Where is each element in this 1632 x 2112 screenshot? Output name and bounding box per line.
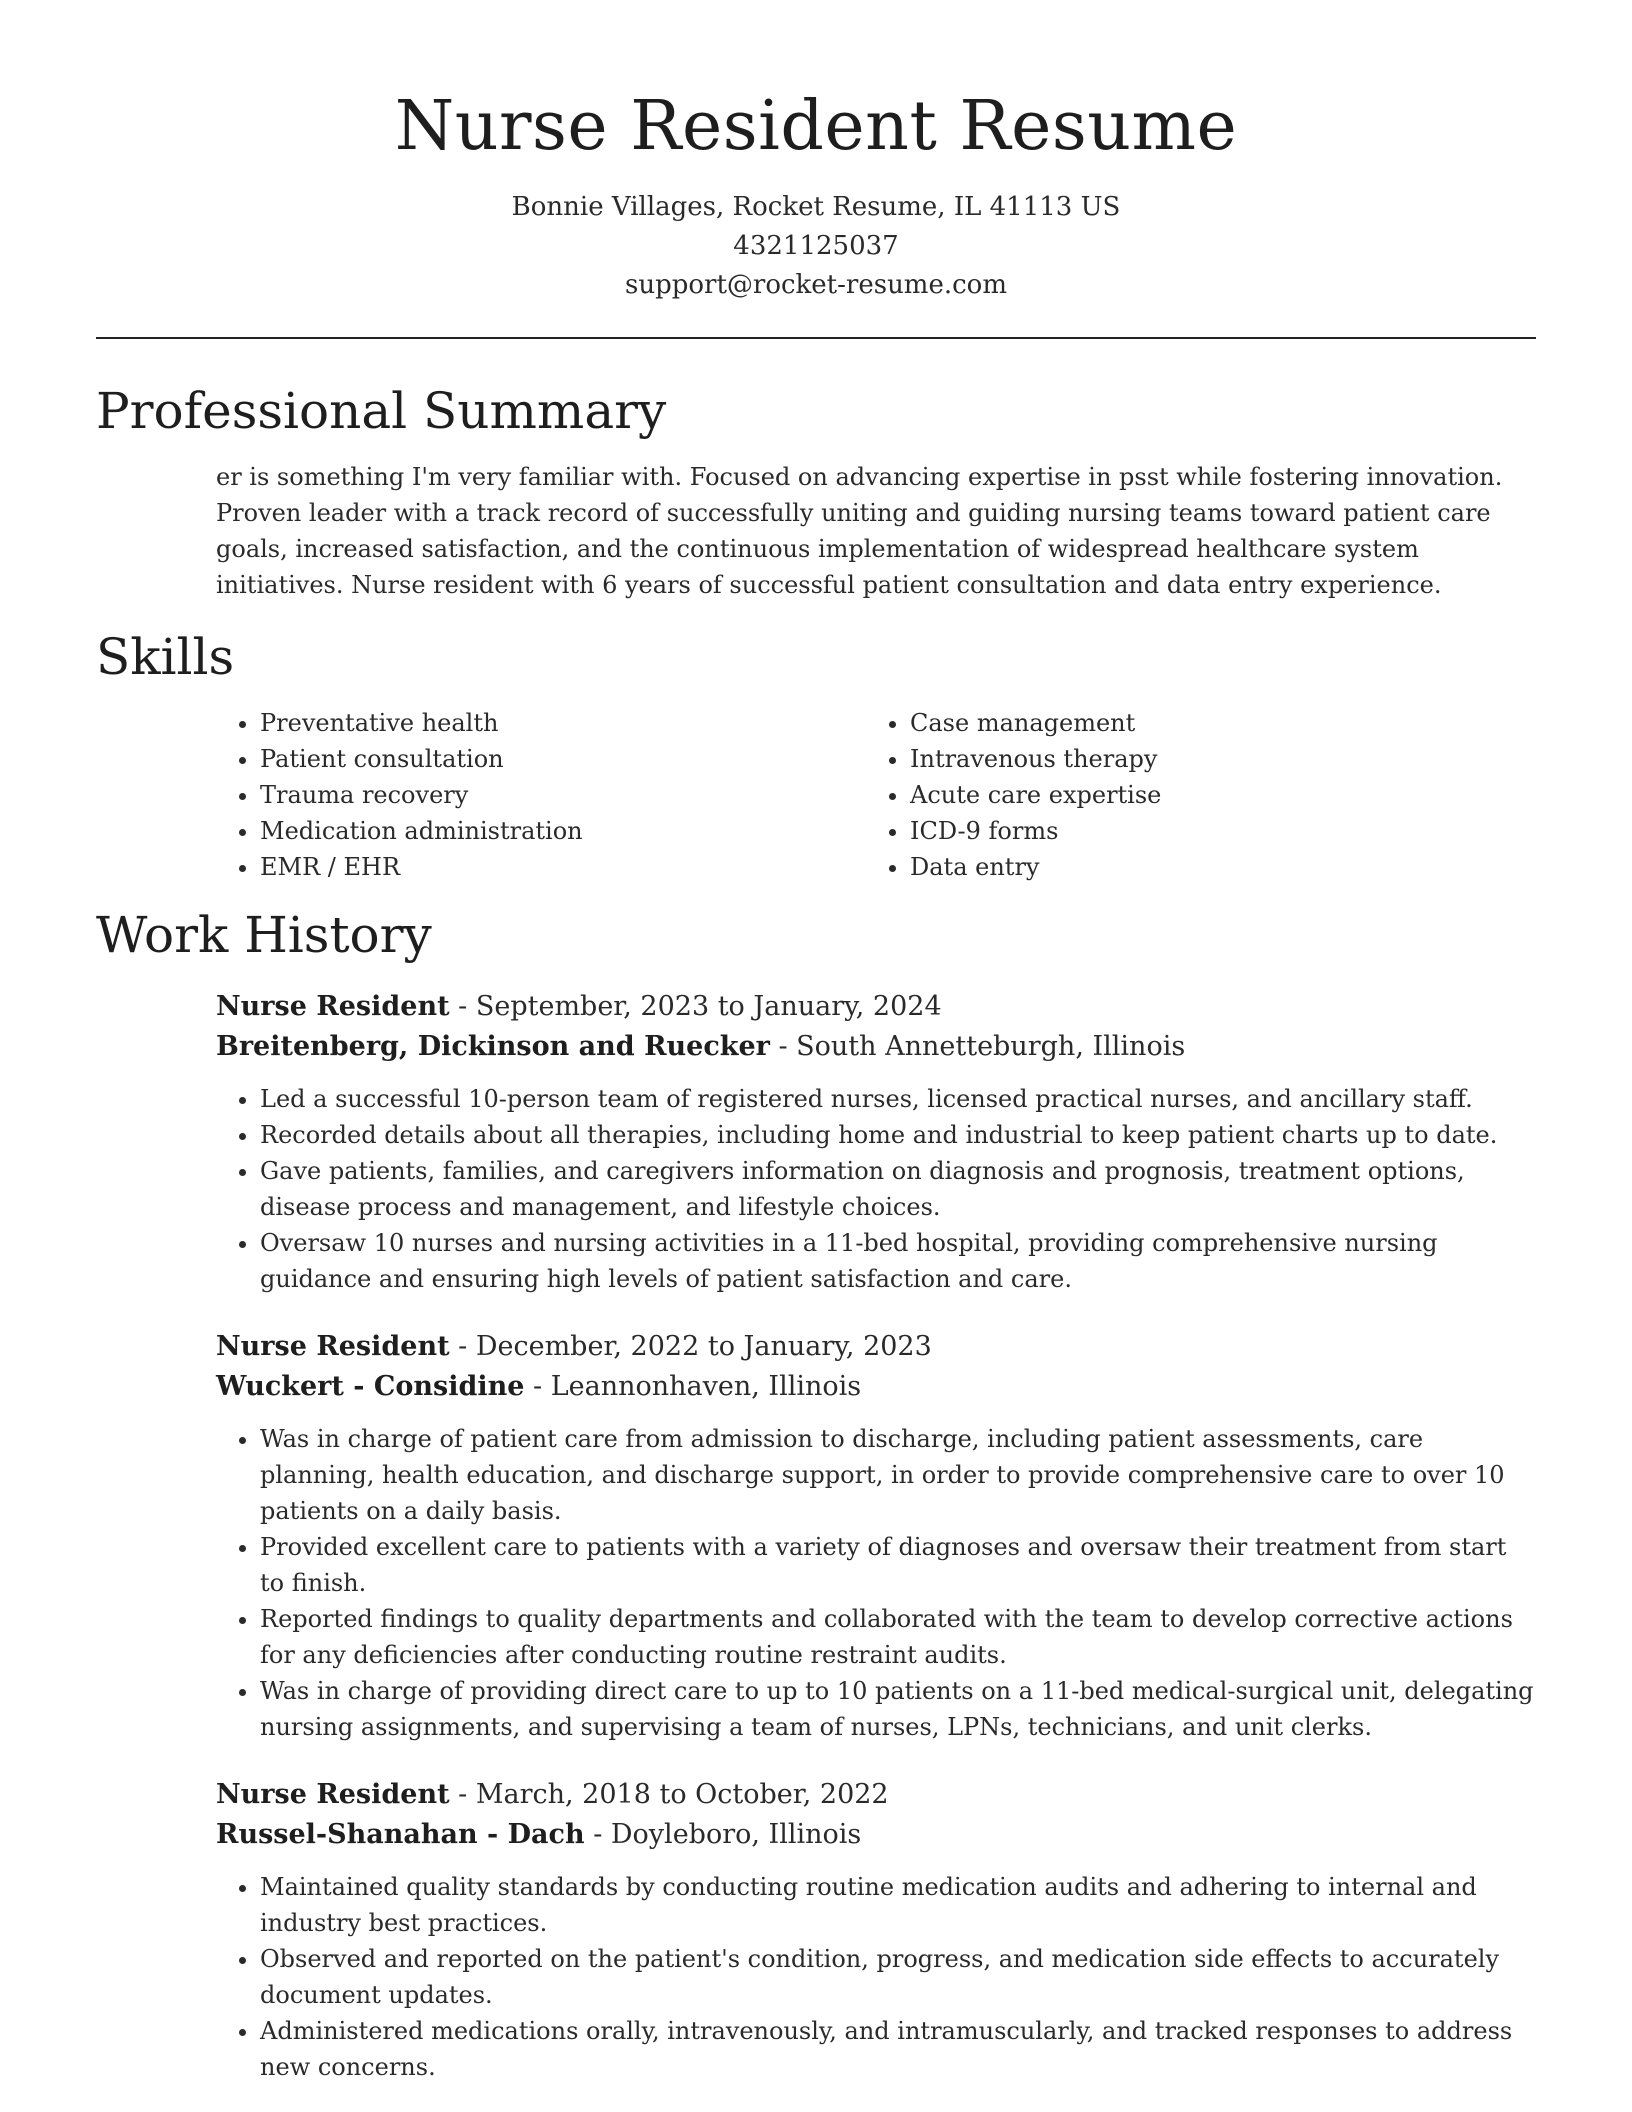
job-bullet: • Maintained quality standards by conducting routine medication audits and adhering to internal and industry best practices. [260,1869,1536,1941]
skill-item: • Trauma recovery [260,777,866,813]
job-entry [216,987,1536,1297]
job-entry [216,1327,1536,1745]
skill-item: • ICD-9 forms [910,813,1516,849]
job-company-line [216,1367,1536,1407]
contact-block [96,188,1536,305]
summary-heading: Professional Summary [96,382,667,440]
job-bullets [216,1869,1536,2085]
job-location: - Leannonhaven, Illinois [524,1371,862,1402]
skill-item: • Patient consultation [260,741,866,777]
contact-email: support@rocket-resume.com [624,270,1007,300]
job-role: Nurse Resident [216,1331,450,1362]
skill-item: • Acute care expertise [910,777,1516,813]
job-dates: - September, 2023 to January, 2024 [449,991,942,1022]
job-bullet: • Administered medications orally, intravenously, and intramuscularly, and tracked responses to address new concerns. [260,2013,1536,2085]
job-role-line [216,1775,1536,1815]
work-history-heading: Work History [96,906,432,964]
job-bullet: • Was in charge of patient care from admission to discharge, including patient assessments, care planning, health education, and discharge support, in order to provide comprehensive care to over 10 patients on a daily basis. [260,1421,1536,1529]
job-company: Breitenberg, Dickinson and Ruecker [216,1031,770,1062]
job-role: Nurse Resident [216,1779,450,1810]
job-company-line [216,1027,1536,1067]
job-location: - Doyleboro, Illinois [584,1819,862,1850]
job-bullet: • Recorded details about all therapies, including home and industrial to keep patient charts up to date. [260,1117,1536,1153]
resume-title: Nurse Resident Resume [394,87,1238,166]
job-dates: - December, 2022 to January, 2023 [449,1331,932,1362]
contact-phone: 4321125037 [733,231,899,261]
resume-header [96,0,1536,305]
job-dates: - March, 2018 to October, 2022 [449,1779,889,1810]
summary-text: er is something I'm very familiar with. Focused on advancing expertise in psst while fostering innovation. Proven leader with a track record of successfully uniting and guiding nursing teams toward patient care goals, increased satisfaction, and the continuous implementation of widespread healthcare system initiatives. Nurse resident with 6 years of successful patient consultation and data entry experience. [216,463,1503,599]
job-bullet: • Observed and reported on the patient's condition, progress, and medication side effects to accurately document updates. [260,1941,1536,2013]
header-divider [96,337,1536,339]
job-bullet: • Led a successful 10-person team of registered nurses, licensed practical nurses, and ancillary staff. [260,1081,1536,1117]
job-bullet: • Gave patients, families, and caregivers information on diagnosis and prognosis, treatment options, disease process and management, and lifestyle choices. [260,1153,1536,1225]
job-bullet: • Reported findings to quality departments and collaborated with the team to develop corrective actions for any deficiencies after conducting routine restraint audits. [260,1601,1536,1673]
job-bullet: • Was in charge of providing direct care to up to 10 patients on a 11-bed medical-surgical unit, delegating nursing assignments, and supervising a team of nurses, LPNs, technicians, and unit clerks. [260,1673,1536,1745]
job-bullet: • Provided excellent care to patients with a variety of diagnoses and oversaw their treatment from start to finish. [260,1529,1536,1601]
job-location: - South Annetteburgh, Illinois [769,1031,1186,1062]
job-role-line [216,987,1536,1027]
skills-list [216,705,1536,885]
skill-item: • Intravenous therapy [910,741,1516,777]
skill-item: • Medication administration [260,813,866,849]
job-company: Wuckert - Considine [216,1371,525,1402]
skill-item: • Preventative health [260,705,866,741]
skill-item: • Data entry [910,849,1516,885]
contact-address: Bonnie Villages, Rocket Resume, IL 41113 US [511,192,1121,222]
resume-page [96,0,1536,2112]
job-role-line [216,1327,1536,1367]
job-bullets [216,1081,1536,1297]
skills-column-right [866,705,1516,885]
skills-heading: Skills [96,628,235,686]
job-company: Russel-Shanahan - Dach [216,1819,585,1850]
job-role: Nurse Resident [216,991,450,1022]
skill-item: • EMR / EHR [260,849,866,885]
job-bullet: • Oversaw 10 nurses and nursing activities in a 11-bed hospital, providing comprehensive nursing guidance and ensuring high levels of patient satisfaction and care. [260,1225,1536,1297]
skills-column-left [216,705,866,885]
skill-item: • Case management [910,705,1516,741]
job-company-line [216,1815,1536,1855]
job-bullets [216,1421,1536,1745]
job-entry [216,1775,1536,2085]
